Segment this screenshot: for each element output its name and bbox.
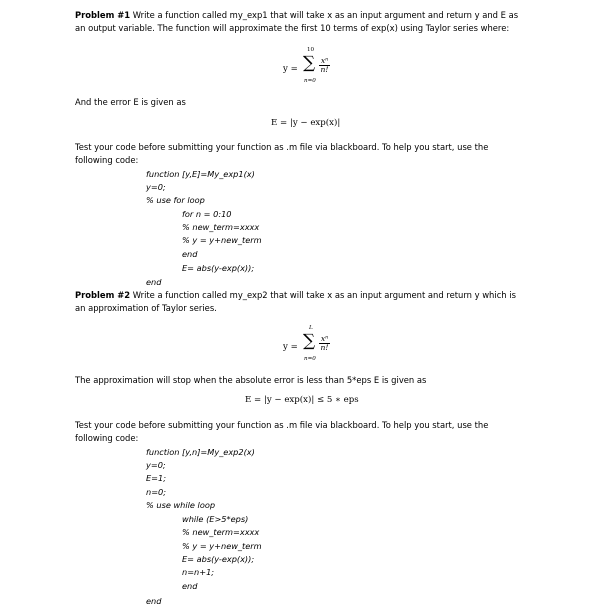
code1-line8: E= abs(y-exp(x));	[182, 263, 255, 273]
problem2-label: Problem #2	[75, 290, 131, 300]
problem1-line1	[75, 9, 518, 22]
formula2-numerator: xⁿ	[320, 334, 329, 343]
problem1-test-line1: Test your code before submitting your function as .m file via blackboard. To help you start, use the	[75, 142, 489, 152]
code1-line9: end	[146, 277, 162, 287]
formula1-upper: 10	[307, 47, 315, 53]
code2-line6: while (E>5*eps)	[182, 514, 249, 524]
formula1-fraction	[319, 57, 330, 74]
code2-line3: E=1;	[146, 473, 167, 483]
code1-line4: for n = 0:10	[182, 209, 232, 219]
code2-line4: n=0;	[146, 487, 167, 497]
code1-line7: end	[182, 249, 198, 259]
problem2-test-line2: following code:	[75, 433, 139, 443]
code1-line1: function [y,E]=My_exp1(x)	[146, 169, 255, 179]
problem2-test-line1: Test your code before submitting your function as .m file via blackboard. To help you start, use the	[75, 420, 489, 430]
problem2-text1: Write a function called my_exp2 that will take x as an input argument and return y which is	[130, 290, 516, 300]
code2-line10: n=n+1;	[182, 567, 215, 577]
code2-line5: % use while loop	[146, 500, 216, 510]
problem1-text1: Write a function called my_exp1 that will take x as an input argument and return y and E as	[130, 10, 519, 20]
formula1-denominator: n!	[320, 65, 329, 74]
code1-line6: % y = y+new_term	[182, 235, 262, 245]
problem1-line2: an output variable. The function will approximate the first 10 terms of exp(x) using Taylor series where:	[75, 23, 510, 33]
code2-line12: end	[146, 596, 162, 606]
formula2-lower: n=0	[304, 356, 316, 362]
code1-line2: y=0;	[146, 182, 166, 192]
problem2-line2: an approximation of Taylor series.	[75, 303, 217, 313]
formula2-upper: L	[309, 325, 313, 331]
formula1-lower: n=0	[304, 78, 316, 84]
formula1-sigma: ∑	[303, 53, 316, 73]
code2-line8: % y = y+new_term	[182, 541, 262, 551]
problem2-error-formula: E = |y − exp(x)| ≤ 5 ∗ eps	[245, 395, 359, 405]
code1-line5: % new_term=xxxx	[182, 222, 260, 232]
code2-line11: end	[182, 581, 198, 591]
formula2-denominator: n!	[320, 343, 329, 352]
problem2-stop-line: The approximation will stop when the absolute error is less than 5*eps E is given as	[75, 375, 427, 385]
formula1-numerator: xⁿ	[320, 56, 329, 65]
formula2-sigma: ∑	[303, 331, 316, 351]
problem2-line1	[75, 289, 516, 302]
code1-line3: % use for loop	[146, 195, 205, 205]
code2-line7: % new_term=xxxx	[182, 527, 260, 537]
problem1-error-intro: And the error E is given as	[75, 97, 186, 107]
problem1-test-line2: following code:	[75, 155, 139, 165]
code2-line1: function [y,n]=My_exp2(x)	[146, 447, 255, 457]
formula1-lhs: y =	[283, 64, 298, 74]
problem1-error-formula: E = |y − exp(x)|	[271, 118, 341, 128]
formula2-lhs: y =	[283, 342, 298, 352]
problem1-label: Problem #1	[75, 10, 131, 20]
formula2-fraction	[319, 335, 330, 352]
code2-line2: y=0;	[146, 460, 166, 470]
code2-line9: E= abs(y-exp(x));	[182, 554, 255, 564]
